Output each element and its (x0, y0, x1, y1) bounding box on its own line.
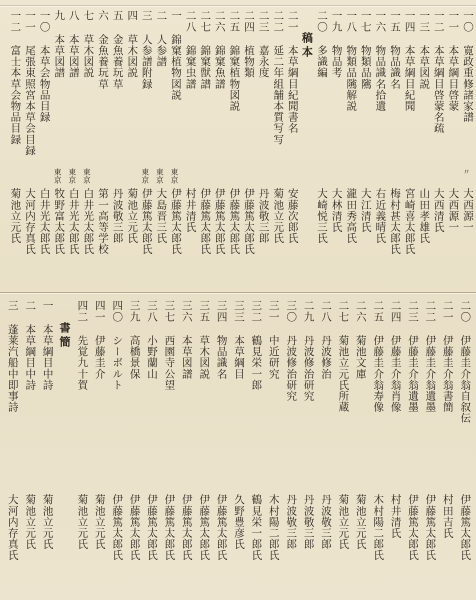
entry-owner: 菊池立元氏 (272, 188, 285, 244)
entry-title: 三二 鶴見栄一郎 (250, 300, 263, 391)
catalog-entry (23, 8, 36, 290)
entry-title: 一九 物品考 (330, 10, 343, 79)
entry-title: 八 本草図譜 (67, 10, 80, 79)
catalog-entry (227, 8, 240, 290)
entry-title: 一四 本草綱目紀聞 (403, 10, 416, 112)
upper-catalog-section (0, 8, 476, 290)
entry-owner: 鶴見栄一郎氏 (250, 494, 263, 561)
entry-owner: 丹波敬三郎 (320, 494, 332, 550)
entry-owner: 村井清氏 (389, 494, 402, 539)
catalog-entry (215, 298, 231, 596)
catalog-entry (58, 298, 74, 596)
entry-title: 一二 本草綱目啓蒙名疏 (432, 10, 445, 134)
entry-title: 一三 本草図説 (418, 10, 431, 90)
entry-title: 三五 草木図説 (198, 300, 211, 380)
catalog-entry (302, 298, 318, 596)
entry-owner: 伊藤篤太郎氏 (146, 494, 158, 561)
entry-owner: 木村陽二郎氏 (267, 494, 280, 561)
entry-owner: 丹波敬三郎 (302, 494, 315, 550)
entry-title: 三一 中近研究 (267, 300, 280, 380)
entry-title: 五 金魚養玩草 (111, 10, 124, 90)
entry-title: 一六 物品識名拾遺 (374, 10, 387, 112)
catalog-entry (75, 298, 91, 596)
entry-owner: 菊池立元氏 (93, 494, 106, 550)
entry-title: 二四 伊藤圭介翁肖像 (389, 300, 402, 413)
entry-title: 三九 高橋景保 (128, 300, 141, 380)
catalog-entry (198, 8, 211, 290)
entry-owner: 第一高等学校 (97, 188, 109, 255)
entry-owner: 大西源一 (447, 188, 460, 233)
entry-owner: 伊藤篤太郎氏 (180, 494, 193, 561)
entry-title: 二四 植物類 (243, 10, 255, 79)
entry-owner: 白井光太郎氏 (82, 188, 95, 255)
entry-title: 二三 嘉永度 (257, 10, 270, 79)
entry-title: 一八 物類品隲解説 (345, 10, 358, 112)
entry-owner: 菊池立元氏 (76, 494, 89, 550)
catalog-entry (417, 8, 430, 290)
catalog-entry (267, 298, 283, 596)
entry-owner: 伊藤篤太郎氏 (424, 494, 437, 561)
catalog-entry (52, 8, 65, 290)
entry-owner: 伊藤篤太郎氏 (140, 188, 153, 255)
entry-title: 二二 延二年組舗本質写写 (272, 10, 285, 145)
entry-owner: 伊藤篤太郎氏 (459, 494, 472, 561)
catalog-entry (330, 8, 343, 290)
catalog-entry (423, 298, 439, 596)
entry-owner: 牧野富太郎氏 (53, 188, 66, 255)
entry-title: 二一 伊藤圭介翁書簡 (441, 300, 454, 413)
catalog-entry (169, 8, 182, 290)
entry-owner: 大西源一 (462, 188, 474, 233)
catalog-entry (319, 298, 335, 596)
catalog-entry (128, 298, 144, 596)
catalog-entry (249, 298, 265, 596)
entry-owner: 梅村甚太郎氏 (389, 188, 401, 255)
entry-location: 〃 (462, 168, 471, 176)
catalog-entry (232, 298, 248, 596)
entry-title: 三〇 丹波修治研究 (285, 300, 298, 402)
entry-owner: 白井光太郎氏 (38, 188, 51, 255)
entry-owner: 伊藤篤太郎氏 (198, 494, 211, 561)
catalog-entry (145, 298, 161, 596)
catalog-entry (125, 8, 138, 290)
catalog-entry (110, 298, 126, 596)
entry-owner: 伊藤篤太郎氏 (170, 188, 182, 255)
entry-owner: 瀧田秀高氏 (345, 188, 358, 244)
entry-title: 二五 錦窠植物図説 (228, 10, 241, 112)
catalog-entry (406, 298, 422, 596)
entry-owner: 伊藤篤太郎氏 (228, 188, 241, 255)
entry-title: 七 草木図説 (82, 10, 95, 79)
catalog-entry (96, 8, 109, 290)
entry-title: 二八 錦窠虫譜 (184, 10, 197, 90)
entry-title: 一 本草綱目中詩 (41, 300, 54, 391)
catalog-entry (140, 8, 153, 290)
catalog-entry (441, 298, 457, 596)
entry-owner: 菊池立元氏 (126, 188, 139, 244)
catalog-entry (461, 8, 474, 290)
catalog-entry (6, 298, 22, 596)
entry-title: 二 人参譜 (155, 10, 168, 67)
entry-owner: 伊藤篤太郎氏 (213, 188, 226, 255)
catalog-entry (271, 8, 284, 290)
catalog-entry (213, 8, 226, 290)
catalog-entry (359, 8, 372, 290)
lower-catalog-section (0, 298, 476, 596)
catalog-entry (23, 298, 39, 596)
entry-title: 一 錦窠植物図説 (170, 10, 182, 101)
entry-owner: 伊藤篤太郎氏 (215, 494, 228, 561)
entry-title: 三七 西園寺公望 (163, 300, 176, 391)
entry-owner: 菊池立元氏 (9, 188, 22, 244)
entry-title: 三八 小野蘭山 (146, 300, 158, 380)
entry-location: 東京 (155, 168, 165, 184)
entry-owner: 伊藤篤太郎氏 (163, 494, 176, 561)
entry-location: 東京 (53, 168, 63, 184)
entry-title: 二〇 伊藤圭介翁自叙伝 (459, 300, 472, 424)
entry-title: 二〇 多識編 (316, 10, 328, 79)
entry-title: 二五 伊藤圭介翁寿像 (372, 300, 385, 413)
entry-title: 一〇 本草会物品目録 (38, 10, 51, 123)
entry-owner: 安藤次郎氏 (286, 188, 299, 244)
catalog-entry (403, 8, 416, 290)
entry-owner: 菊池立元氏 (24, 494, 37, 550)
entry-location: 東京 (170, 168, 179, 184)
entry-title: 三四 物品識名 (215, 300, 228, 380)
catalog-entry (242, 8, 255, 290)
catalog-entry (371, 298, 387, 596)
catalog-entry (93, 298, 109, 596)
catalog-entry (180, 298, 196, 596)
entry-location: 東京 (82, 168, 92, 184)
section-heading: 稿本 (300, 32, 314, 60)
entry-owner: 大島晋三氏 (155, 188, 168, 244)
entry-title: 三六 本草図譜 (180, 300, 193, 380)
entry-owner: 丹波敬三郎 (257, 188, 270, 244)
entry-owner: 菊池立元氏 (41, 494, 54, 550)
entry-owner: 宮崎喜太郎氏 (403, 188, 416, 255)
entry-owner: 白井光太郎氏 (67, 188, 80, 255)
catalog-entry (286, 8, 299, 290)
entry-title: 四一 伊藤圭介 (93, 300, 106, 380)
entry-title: 一一 尾張東照宮本草会目録 (24, 10, 36, 156)
entry-title: 二六 錦窠魚譜 (213, 10, 226, 90)
catalog-entry (197, 298, 213, 596)
catalog-entry (38, 8, 51, 290)
entry-owner: 伊藤篤太郎氏 (111, 494, 124, 561)
catalog-entry (344, 8, 357, 290)
entry-title: 二九 丹波修治研究 (302, 300, 315, 402)
catalog-entry (257, 8, 270, 290)
catalog-entry (300, 8, 313, 290)
entry-owner: 大林清氏 (330, 188, 343, 233)
catalog-entry (446, 8, 459, 290)
entry-owner: 大西清氏 (432, 188, 445, 233)
catalog-entry (81, 8, 94, 290)
entry-title: 三 人参譜附録 (140, 10, 153, 90)
entry-owner: 久野豊彦氏 (233, 494, 245, 550)
entry-owner: 丹波敬三郎 (285, 494, 298, 550)
catalog-entry (458, 298, 474, 596)
catalog-entry (389, 298, 405, 596)
entry-title: 六 金魚養玩草 (97, 10, 109, 90)
entry-owner: 菊池立元氏 (337, 494, 350, 550)
entry-title: 四 草木図説 (126, 10, 139, 79)
entry-location: 東京 (67, 168, 77, 184)
entry-owner: 山田孝雄氏 (418, 188, 431, 244)
catalog-entry (8, 8, 21, 290)
entry-owner: 菊池立元氏 (354, 494, 367, 550)
entry-owner: 伊藤篤太郎氏 (243, 188, 255, 255)
entry-owner: 伊藤篤太郎氏 (407, 494, 419, 561)
catalog-entry (354, 298, 370, 596)
catalog-entry (284, 298, 300, 596)
entry-owner: 村井清氏 (184, 188, 197, 233)
catalog-entry (41, 298, 57, 596)
entry-title: 三三 本草綱目 (233, 300, 245, 380)
entry-title: 一一 本草綱目啓蒙 (447, 10, 460, 112)
section-heading: 書簡 (58, 322, 71, 350)
catalog-entry (184, 8, 197, 290)
entry-title: 二七 錦窠獣譜 (199, 10, 212, 90)
entry-title: 四〇 シーボルト (111, 300, 124, 391)
catalog-entry (388, 8, 401, 290)
catalog-entry (67, 8, 80, 290)
entry-title: 二三 伊藤圭介翁遺墨 (407, 300, 419, 413)
entry-title: 二 本草綱目中詩 (24, 300, 37, 391)
entry-title: 二六 菊池文庫 (354, 300, 367, 380)
catalog-entry (315, 8, 328, 290)
catalog-entry (432, 8, 445, 290)
center-fold-line (0, 292, 476, 293)
entry-owner: 右近義晴氏 (374, 188, 387, 244)
catalog-entry (162, 298, 178, 596)
entry-owner: 大崎悦三氏 (316, 188, 328, 244)
entry-owner: 丹波敬三郎 (111, 188, 124, 244)
entry-title: 二七 菊池立元氏所蔵 (337, 300, 350, 413)
top-fold-line (0, 5, 476, 6)
entry-owner: 大河内存真氏 (6, 494, 19, 561)
entry-owner: 大河内存真氏 (24, 188, 36, 255)
catalog-entry (336, 298, 352, 596)
entry-title: 一二 富士本草会物品目録 (9, 10, 22, 145)
entry-title: 三 蓬莱汽船中即事詩 (6, 300, 19, 413)
catalog-entry (373, 8, 386, 290)
entry-title: 九 本草図譜 (53, 10, 66, 79)
catalog-entry (111, 8, 124, 290)
entry-title: 四二 先覚九十賀 (76, 300, 89, 391)
entry-title: 二八 丹波修治 (320, 300, 332, 380)
entry-title: 二一 本草綱目紀聞書名 (286, 10, 299, 134)
entry-title: 一五 物品識名 (389, 10, 401, 90)
entry-owner: 大江清氏 (359, 188, 372, 233)
entry-title: 二二 伊藤圭介翁遺墨 (424, 300, 437, 413)
catalog-entry (154, 8, 167, 290)
entry-owner: 伊藤篤太郎氏 (128, 494, 141, 561)
entry-title: 一七 物類品隲 (359, 10, 372, 90)
entry-location: 東京 (140, 168, 150, 184)
entry-owner: 村田吉氏 (441, 494, 454, 539)
entry-owner: 木村陽二郎氏 (372, 494, 385, 561)
entry-owner: 伊藤篤太郎氏 (199, 188, 212, 255)
entry-title: 一〇 寛政重修諸家譜 (462, 10, 474, 123)
